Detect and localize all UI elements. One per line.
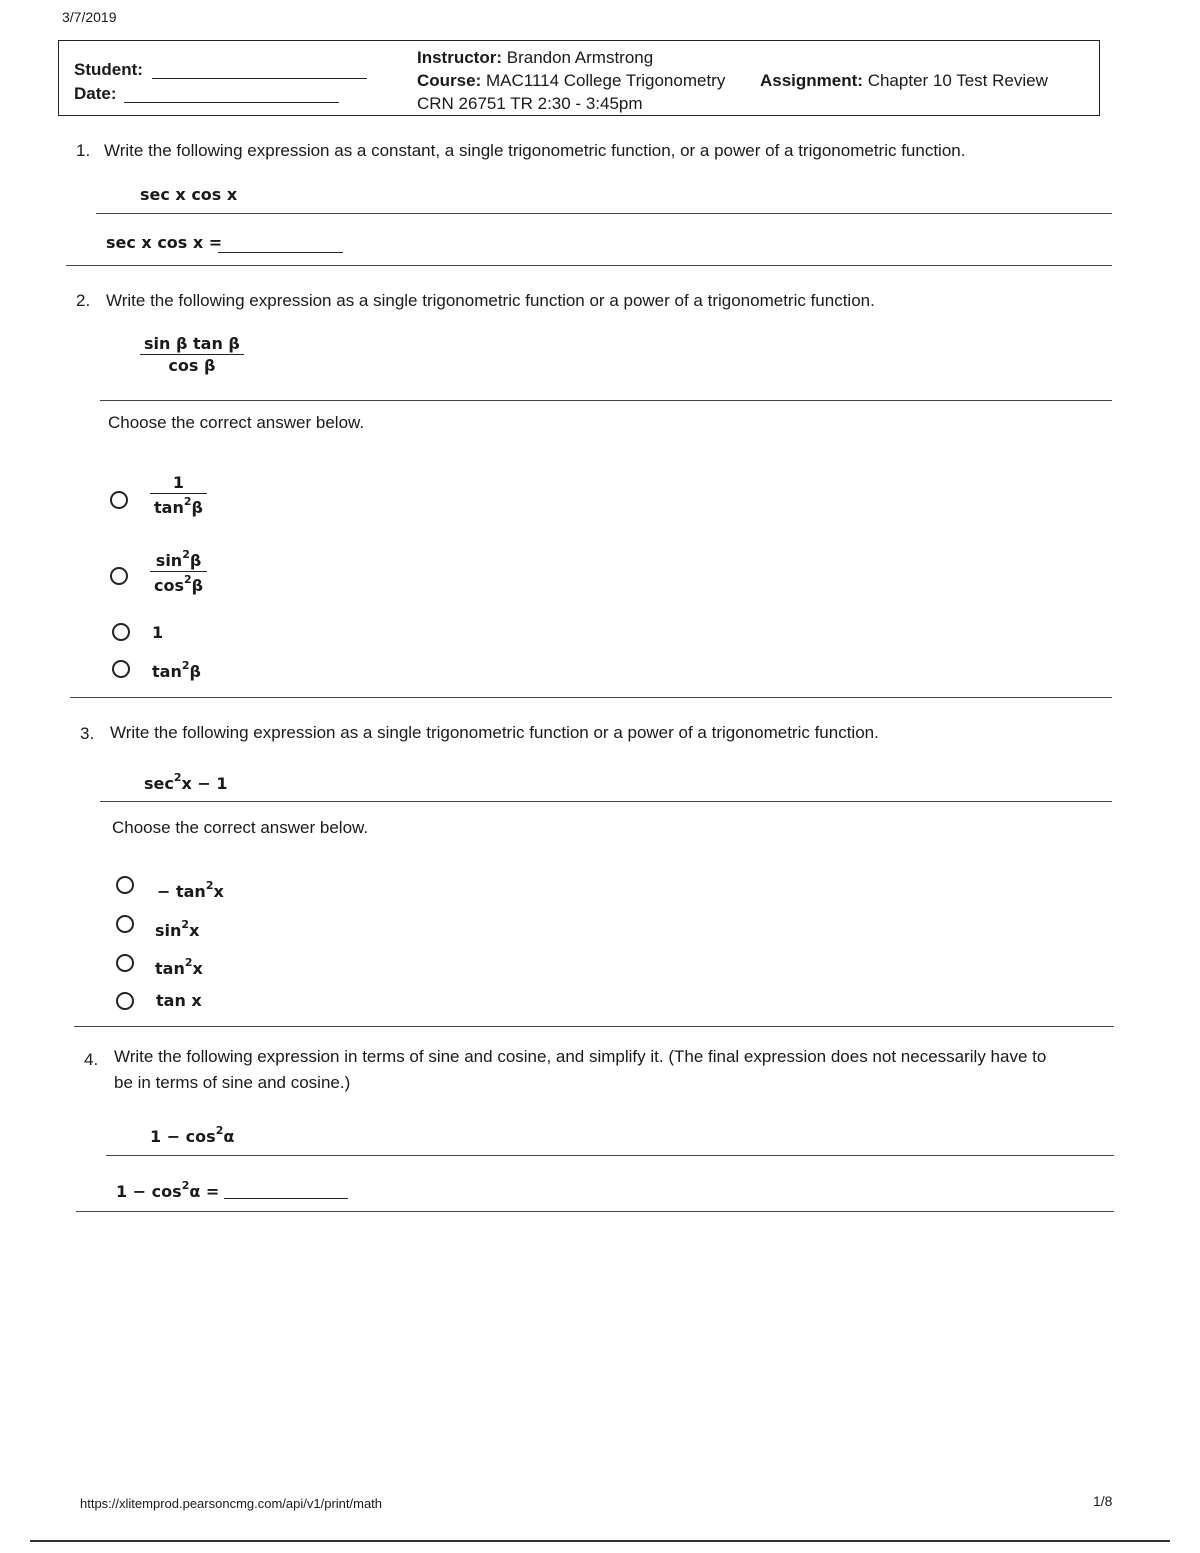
q3-option-a-var: x (213, 882, 224, 901)
instructor-label: Instructor: (417, 48, 502, 67)
q2-option-a-radio[interactable] (110, 491, 128, 509)
q2-option-b-num-fn: sin (155, 551, 183, 570)
q4-divider (106, 1155, 1114, 1156)
assignment-line (760, 71, 1048, 91)
q1-expression: sec x cos x (140, 185, 238, 204)
q1-bottom-divider (66, 265, 1112, 266)
q1-answer-prefix: sec x cos x = (106, 233, 223, 252)
date-field[interactable] (124, 102, 339, 103)
q3-expr-fn: sec (144, 774, 174, 793)
q2-option-d-fn: tan (152, 662, 182, 681)
q2-option-b-den-var: β (191, 576, 204, 595)
course-value: MAC1114 College Trigonometry (485, 71, 726, 90)
q4-answer-prefix (116, 1179, 219, 1201)
q2-option-a (150, 472, 207, 518)
q3-text: Write the following expression as a single trigonometric function or a power of a trigonometric function. (110, 723, 879, 742)
q2-option-a-den-var: β (191, 498, 203, 517)
q1-text: Write the following expression as a constant, a single trigonometric function, or a power of a trigonometric function. (104, 141, 966, 160)
q2-option-a-den-exp: 2 (183, 495, 192, 508)
q2-option-b-num-var: β (189, 551, 202, 570)
q1-number: 1. (76, 141, 91, 160)
q2-text: Write the following expression as a single trigonometric function or a power of a trigonometric function. (106, 291, 875, 310)
q4-number: 4. (84, 1050, 99, 1069)
q3-option-a (157, 879, 224, 901)
q2-expression (140, 333, 244, 376)
q2-option-b-den-exp: 2 (184, 573, 192, 586)
q2-option-a-den-fn: tan (154, 498, 184, 517)
q4-text-line2: be in terms of sine and cosine.) (114, 1073, 351, 1092)
q2-bottom-divider (70, 697, 1112, 698)
q4-bottom-divider (76, 1211, 1114, 1212)
q3-option-a-fn: − tan (157, 882, 206, 901)
q2-option-b (150, 547, 207, 596)
q2-divider (100, 400, 1112, 401)
q4-answer-pre: 1 − cos (116, 1182, 182, 1201)
q2-option-a-num: 1 (150, 472, 207, 494)
q3-option-d: tan x (156, 991, 202, 1010)
student-label: Student: (74, 60, 143, 79)
q2-option-b-den-fn: cos (154, 576, 184, 595)
q2-option-b-den (150, 572, 207, 596)
q4-answer-var: α = (189, 1182, 220, 1201)
q3-option-b-exp: 2 (181, 918, 190, 931)
q4-expr-var: α (223, 1127, 235, 1146)
q2-denominator: cos β (168, 356, 216, 375)
instructor-value: Brandon Armstrong (506, 48, 654, 67)
q4-expr-exp: 2 (215, 1124, 224, 1137)
q2-option-b-radio[interactable] (110, 567, 128, 585)
q2-number: 2. (76, 291, 91, 310)
q2-option-d-var: β (189, 662, 201, 681)
q3-option-c-var: x (192, 959, 203, 978)
q2-option-b-num (150, 547, 207, 572)
q4-expression (150, 1124, 234, 1146)
q3-option-c-exp: 2 (184, 956, 193, 969)
q2-numerator: sin β tan β (140, 333, 244, 355)
q3-option-b-fn: sin (155, 921, 182, 940)
q3-option-a-exp: 2 (205, 879, 214, 892)
q3-option-d-radio[interactable] (116, 992, 134, 1010)
q2-option-c-radio[interactable] (112, 623, 130, 641)
q4-answer-field[interactable] (224, 1198, 348, 1199)
course-line (417, 71, 725, 91)
assignment-label: Assignment: (760, 71, 863, 90)
q1-answer-field[interactable] (218, 252, 343, 253)
q4-answer-exp: 2 (181, 1179, 190, 1192)
q4-expr-pre: 1 − cos (150, 1127, 216, 1146)
course-label: Course: (417, 71, 482, 90)
q3-option-c-radio[interactable] (116, 954, 134, 972)
q3-option-a-radio[interactable] (116, 876, 134, 894)
q1-divider (96, 213, 1112, 214)
q3-number: 3. (80, 724, 95, 743)
q2-option-d-radio[interactable] (112, 660, 130, 678)
q3-expr-exp: 2 (173, 771, 182, 784)
footer-url: https://xlitemprod.pearsoncmg.com/api/v1/print/math (80, 1496, 383, 1511)
q3-option-c-fn: tan (155, 959, 185, 978)
q2-fraction (140, 333, 244, 376)
q2-option-b-num-exp: 2 (182, 548, 190, 561)
q3-choose-label: Choose the correct answer below. (112, 818, 369, 837)
student-name-field[interactable] (152, 78, 367, 79)
q3-option-b-var: x (189, 921, 200, 940)
q3-expression (144, 771, 228, 793)
q4-text-line1: Write the following expression in terms of sine and cosine, and simplify it. (The final expression does not necessarily have to (114, 1047, 1047, 1066)
assignment-value: Chapter 10 Test Review (867, 71, 1048, 90)
crn-line: CRN 26751 TR 2:30 - 3:45pm (417, 94, 643, 113)
page-number: 1/8 (1093, 1493, 1113, 1509)
q2-option-c: 1 (152, 623, 164, 642)
q2-option-d (152, 659, 201, 681)
q3-option-b-radio[interactable] (116, 915, 134, 933)
print-date: 3/7/2019 (62, 9, 117, 25)
q2-option-a-den (150, 494, 207, 518)
scan-bottom-edge (30, 1540, 1170, 1542)
date-label: Date: (74, 84, 117, 103)
q3-expr-rest: x − 1 (181, 774, 228, 793)
q2-option-a-fraction (150, 472, 207, 518)
q2-option-b-fraction (150, 547, 207, 596)
q3-option-c (155, 956, 203, 978)
q2-option-d-exp: 2 (181, 659, 190, 672)
q2-choose-label: Choose the correct answer below. (108, 413, 365, 432)
instructor-line (417, 48, 653, 68)
q3-option-b (155, 918, 199, 940)
q3-bottom-divider (74, 1026, 1114, 1027)
q3-divider (100, 801, 1112, 802)
